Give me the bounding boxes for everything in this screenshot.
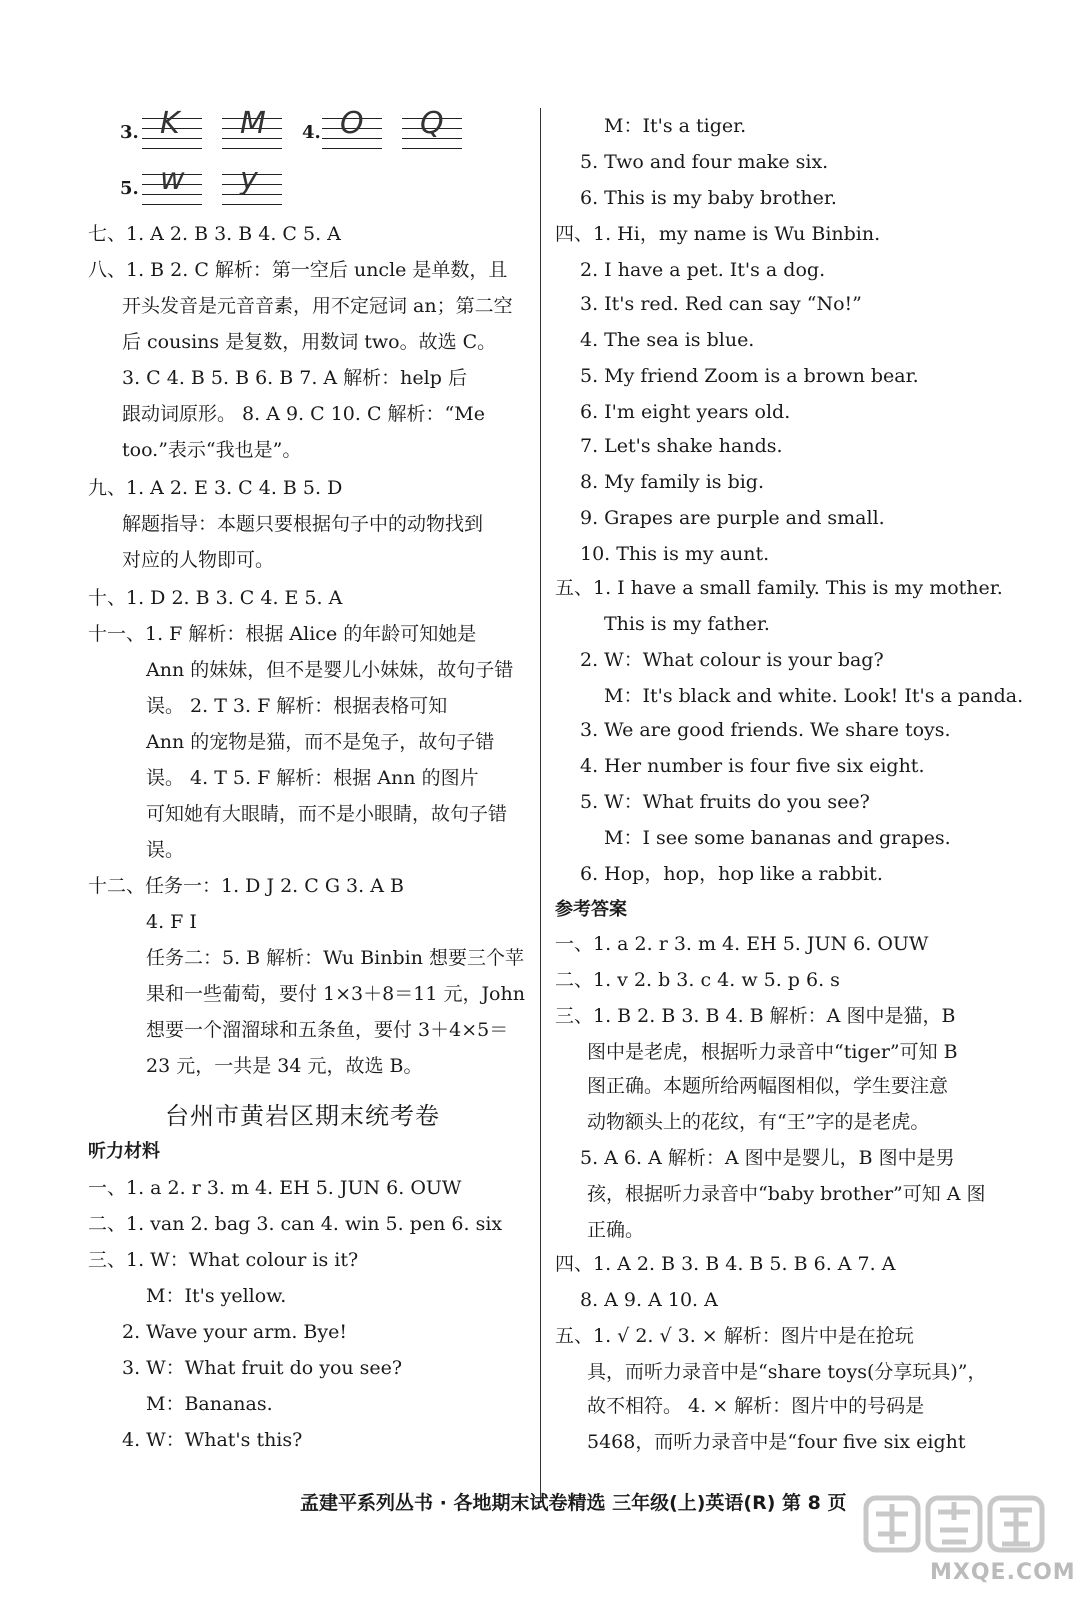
answer-line: 3. C 4. B 5. B 6. B 7. A 解析：help 后 — [122, 367, 467, 389]
answer-line: 十二、任务一：1. D J 2. C G 3. A B — [88, 875, 404, 897]
hw-number: 5. — [120, 178, 139, 199]
answer-line: 四、1. Hi，my name is Wu Binbin. — [555, 223, 881, 245]
answer-line: M：It's a tiger. — [604, 115, 747, 137]
answer-line: 五、1. I have a small family. This is my mother. — [555, 577, 1003, 599]
answer-line: M：It's black and white. Look! It's a panda. — [604, 685, 1024, 707]
answer-line: 2. W：What colour is your bag? — [580, 649, 884, 671]
hw-number: 4. — [302, 122, 321, 143]
reference-answers-heading: 参考答案 — [555, 899, 627, 920]
answer-line: 8. A 9. A 10. A — [580, 1289, 718, 1311]
watermark-text: MXQE.COM — [930, 1560, 1076, 1585]
answer-line: M：It's yellow. — [146, 1285, 287, 1307]
answer-line: 3. We are good friends. We share toys. — [580, 719, 951, 741]
hw-letter: O — [340, 106, 364, 141]
answer-line: 图中是老虎，根据听力录音中“tiger”可知 B — [587, 1041, 958, 1063]
answer-line: 4. The sea is blue. — [580, 329, 755, 351]
column-divider — [540, 108, 541, 1503]
answer-line: 误。 2. T 3. F 解析：根据表格可知 — [146, 695, 448, 717]
answer-line: 误。 — [146, 839, 185, 861]
answer-line: 5. W：What fruits do you see? — [580, 791, 870, 813]
answer-line: 5. My friend Zoom is a brown bear. — [580, 365, 919, 387]
answer-line: 故不相符。 4. × 解析：图片中的号码是 — [587, 1395, 925, 1417]
answer-line: 七、1. A 2. B 3. B 4. C 5. A — [88, 223, 341, 245]
answer-line: 5. Two and four make six. — [580, 151, 829, 173]
answer-line: 后 cousins 是复数，用数词 two。故选 C。 — [122, 331, 497, 353]
answer-line: 二、1. van 2. bag 3. can 4. win 5. pen 6. six — [88, 1213, 503, 1235]
answer-line: 三、1. W：What colour is it? — [88, 1249, 359, 1271]
answer-line: 具，而听力录音中是“share toys(分享玩具)”， — [587, 1361, 987, 1383]
answer-line: 5. A 6. A 解析：A 图中是婴儿，B 图中是男 — [580, 1147, 955, 1169]
answer-line: 3. W：What fruit do you see? — [122, 1357, 403, 1379]
answer-line: 五、1. √ 2. √ 3. × 解析：图片中是在抢玩 — [555, 1325, 914, 1347]
answer-line: 十、1. D 2. B 3. C 4. E 5. A — [88, 587, 343, 609]
answer-line: 4. W：What's this? — [122, 1429, 303, 1451]
answer-line: 8. My family is big. — [580, 471, 765, 493]
answer-line: too.”表示“我也是”。 — [122, 439, 302, 461]
answer-line: 误。 4. T 5. F 解析：根据 Ann 的图片 — [146, 767, 479, 789]
answer-line: Ann 的妹妹，但不是婴儿小妹妹，故句子错 — [146, 659, 514, 681]
answer-line: This is my father. — [604, 613, 770, 635]
hw-number: 3. — [120, 122, 139, 143]
answer-line: 6. This is my baby brother. — [580, 187, 837, 209]
answer-line: 9. Grapes are purple and small. — [580, 507, 885, 529]
answer-line: 动物额头上的花纹，有“王”字的是老虎。 — [587, 1111, 930, 1133]
hw-letter: Q — [420, 106, 444, 141]
hw-letter: K — [160, 106, 180, 141]
answer-line: 果和一些葡萄，要付 1×3＋8＝11 元，John — [146, 983, 525, 1005]
section-title: 台州市黄岩区期末统考卷 — [165, 1102, 440, 1130]
answer-line: 一、1. a 2. r 3. m 4. EH 5. JUN 6. OUW — [555, 933, 929, 955]
answer-line: 四、1. A 2. B 3. B 4. B 5. B 6. A 7. A — [555, 1253, 896, 1275]
answer-line: 跟动词原形。 8. A 9. C 10. C 解析：“Me — [122, 403, 485, 425]
answer-line: 孩，根据听力录音中“baby brother”可知 A 图 — [587, 1183, 986, 1205]
answer-line: M：I see some bananas and grapes. — [604, 827, 951, 849]
answer-line: 想要一个溜溜球和五条鱼，要付 3＋4×5＝ — [146, 1019, 509, 1041]
answer-line: 二、1. v 2. b 3. c 4. w 5. p 6. s — [555, 969, 840, 991]
answer-line: 三、1. B 2. B 3. B 4. B 解析：A 图中是猫，B — [555, 1005, 956, 1027]
answer-line: 正确。 — [587, 1219, 645, 1241]
listening-heading: 听力材料 — [88, 1141, 160, 1162]
answer-line: 3. It's red. Red can say “No!” — [580, 293, 862, 315]
answer-line: 5468，而听力录音中是“four five six eight — [587, 1431, 966, 1453]
answer-line: 开头发音是元音音素，用不定冠词 an；第二空 — [122, 295, 513, 317]
answer-line: 图正确。本题所给两幅图相似，学生要注意 — [587, 1075, 949, 1097]
answer-line: Ann 的宠物是猫，而不是兔子，故句子错 — [146, 731, 495, 753]
answer-line: 十一、1. F 解析：根据 Alice 的年龄可知她是 — [88, 623, 477, 645]
answer-line: M：Bananas. — [146, 1393, 273, 1415]
answer-line: 八、1. B 2. C 解析：第一空后 uncle 是单数，且 — [88, 259, 508, 281]
page-footer: 孟建平系列丛书 · 各地期末试卷精选 三年级(上)英语(R) 第 8 页 — [300, 1492, 847, 1514]
answer-line: 2. I have a pet. It's a dog. — [580, 259, 826, 281]
answer-line: 6. Hop，hop，hop like a rabbit. — [580, 863, 883, 885]
answer-line: 对应的人物即可。 — [122, 549, 275, 571]
answer-line: 一、1. a 2. r 3. m 4. EH 5. JUN 6. OUW — [88, 1177, 462, 1199]
answer-line: 4. F I — [146, 911, 197, 933]
hw-letter: w — [160, 162, 185, 197]
answer-line: 7. Let's shake hands. — [580, 435, 783, 457]
answer-line: 6. I'm eight years old. — [580, 401, 791, 423]
answer-line: 23 元，一共是 34 元，故选 B。 — [146, 1055, 423, 1077]
answer-line: 2. Wave your arm. Bye! — [122, 1321, 348, 1343]
hw-letter: M — [240, 106, 266, 141]
answer-line: 4. Her number is four five six eight. — [580, 755, 925, 777]
answer-line: 10. This is my aunt. — [580, 543, 770, 565]
answer-line: 任务二：5. B 解析：Wu Binbin 想要三个苹 — [146, 947, 524, 969]
answer-line: 解题指导：本题只要根据句子中的动物找到 — [122, 513, 484, 535]
hw-letter: y — [240, 162, 258, 197]
answer-line: 可知她有大眼睛，而不是小眼睛，故句子错 — [146, 803, 508, 825]
answer-line: 九、1. A 2. E 3. C 4. B 5. D — [88, 477, 343, 499]
